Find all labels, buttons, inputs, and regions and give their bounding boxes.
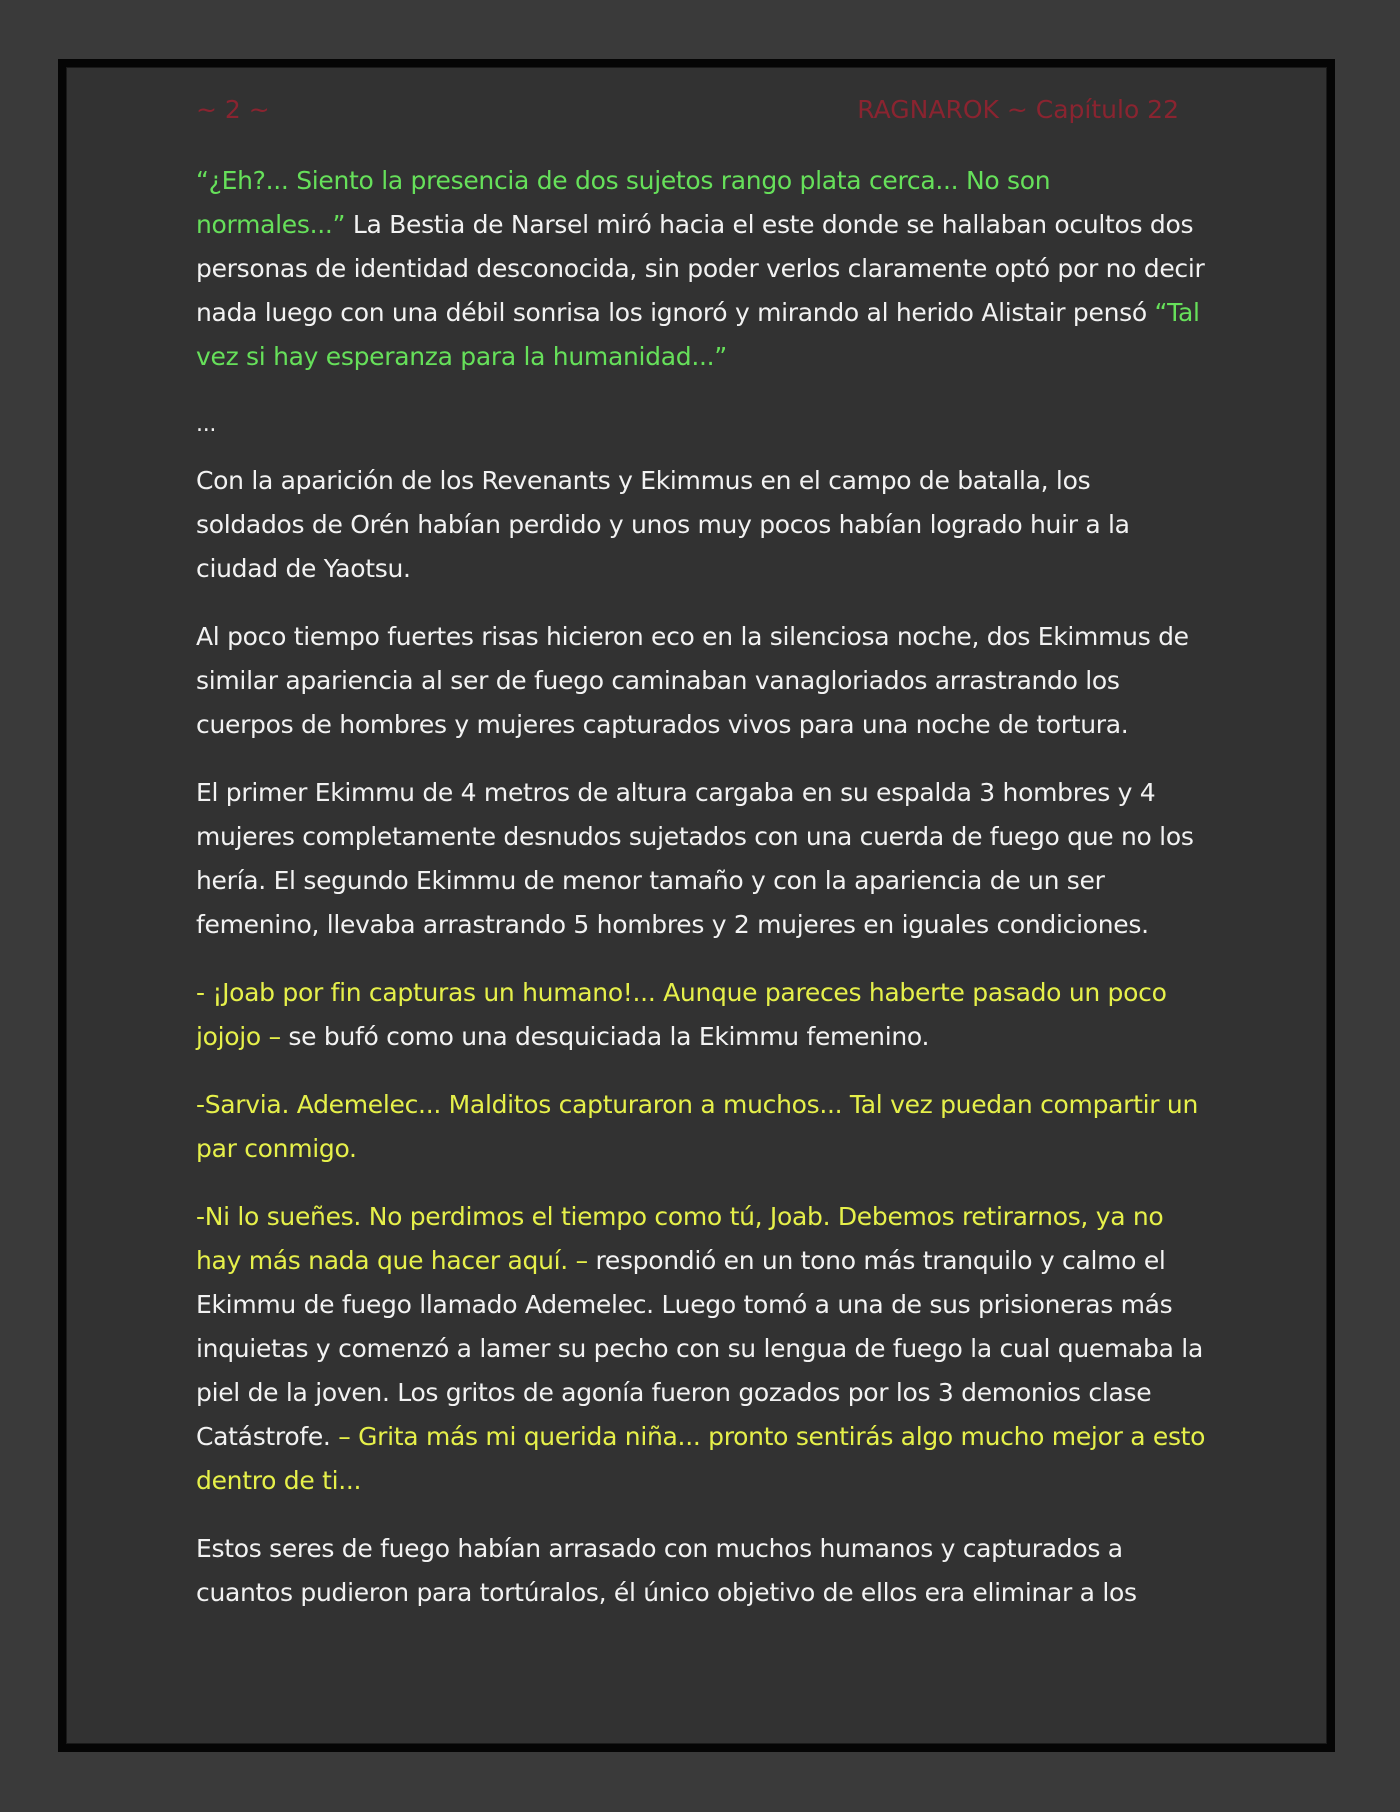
paragraph bbox=[196, 1195, 1206, 1503]
narration-text: se bufó como una desquiciada la Ekimmu femenino. bbox=[280, 1022, 930, 1051]
page-frame bbox=[58, 59, 1335, 1752]
paragraph bbox=[196, 971, 1206, 1059]
paragraph: Con la aparición de los Revenants y Ekimmus en el campo de batalla, los soldados de Orén habían perdido y unos muy pocos habían logrado huir a la ciudad de Yaotsu. bbox=[196, 466, 1130, 583]
thought-text: “Tal vez si hay esperanza para la humanidad...” bbox=[196, 298, 1200, 371]
paragraph: Estos seres de fuego habían arrasado con muchos humanos y capturados a cuantos pudieron para tortúralos, él único objetivo de ellos era eliminar a los bbox=[196, 1534, 1137, 1607]
dialogue-text: - ¡Joab por fin capturas un humano!... Aunque pareces haberte pasado un poco jojojo – bbox=[196, 978, 1167, 1051]
paragraph bbox=[196, 159, 1206, 379]
narration-text: respondió en un tono más tranquilo y calmo el Ekimmu de fuego llamado Ademelec. Luego tomó a una de sus prisioneras más inquietas y comenzó a lamer su pecho con su lengua de fuego la cual quemaba la piel de la joven. Los gritos de agonía fueron gozados por los 3 demonios clase Catástrofe. bbox=[196, 1246, 1203, 1451]
paragraph: Al poco tiempo fuertes risas hicieron eco en la silenciosa noche, dos Ekimmus de similar apariencia al ser de fuego caminaban vanagloriados arrastrando los cuerpos de hombres y mujeres capturados vivos para una noche de tortura. bbox=[196, 622, 1189, 739]
running-title: RAGNAROK ~ Capítulo 22 bbox=[857, 95, 1179, 124]
thought-text: “¿Eh?... Siento la presencia de dos sujetos rango plata cerca... No son normales...” bbox=[196, 166, 1051, 239]
chapter-text bbox=[196, 159, 1206, 1639]
dialogue-text: -Ni lo sueñes. No perdimos el tiempo como tú, Joab. Debemos retirarnos, ya no hay más nada que hacer aquí. – bbox=[196, 1202, 1164, 1275]
scene-separator: ... bbox=[196, 412, 217, 437]
page-header bbox=[66, 95, 1327, 135]
dialogue-text: – Grita más mi querida niña... pronto sentirás algo mucho mejor a esto dentro de ti... bbox=[196, 1422, 1206, 1495]
page-number: ~ 2 ~ bbox=[196, 95, 270, 124]
narration-text: La Bestia de Narsel miró hacia el este donde se hallaban ocultos dos personas de identidad desconocida, sin poder verlos claramente optó por no decir nada luego con una débil sonrisa los ignoró y mirando al herido Alistair pensó bbox=[196, 210, 1205, 327]
paragraph: El primer Ekimmu de 4 metros de altura cargaba en su espalda 3 hombres y 4 mujeres completamente desnudos sujetados con una cuerda de fuego que no los hería. El segundo Ekimmu de menor tamaño y con la apariencia de un ser femenino, llevaba arrastrando 5 hombres y 2 mujeres en iguales condiciones. bbox=[196, 778, 1194, 939]
dialogue-paragraph: -Sarvia. Ademelec... Malditos capturaron a muchos... Tal vez puedan compartir un par conmigo. bbox=[196, 1090, 1199, 1163]
